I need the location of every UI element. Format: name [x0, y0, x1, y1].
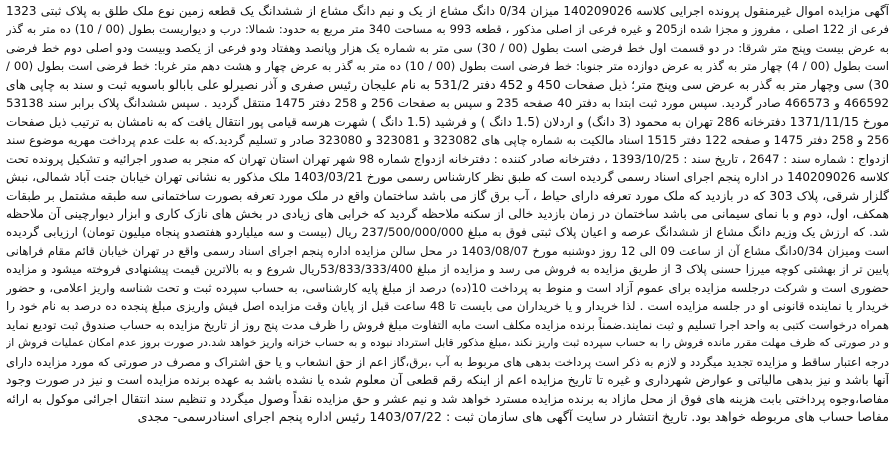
notice-line-16: حضوری است و شرکت درجلسه مزایده برای عموم آزاد است و منوط به پرداخت 10(ده) درصد از مبلغ پایه کارشناسی، به حساب سپرده ثبت و تحت شناسه واریز اعلامی، و حضور: [6, 280, 889, 295]
notice-line-2: فرعی از 122 اصلی ، مفروز و مجزا شده از205 و غیره فرعی از اصلی مذکور ، قطعه 993 به مساحت 340 متر مربع به حدود: شمالا: درب و دیواریست بطول (00 / 10) ده متر به گذر: [6, 22, 889, 37]
notice-line-6: 466592 و 466573 صادر گردید. سپس مورد ثبت ابتدا به دفتر 40 صفحه 235 و سپس به صفحات 256 و 258 دفتر 1475 منتقل گردید . سپس ششدانگ پلاک برابر سند 53138: [6, 96, 889, 111]
notice-line-8: 256 و 258 دفتر 1475 و صفحه 122 دفتر 1515 اسناد مالکیت به شماره چاپی های 323082 و 323081 و 323080 صادر و تسلیم گردید.که به علت عدم پرداخت مهریه موضوع سند: [6, 133, 889, 148]
notice-line-7: مورخ 1371/11/15 دفترخانه 286 تهران به محمود (3 دانگ) و اردلان (1.5 دانگ ) و فرشید (1.5 دانگ ) شهرت هرسه قیامی پور انتقال یافت که به نامشان به ترتیب ذیل صفحات: [6, 114, 889, 129]
notice-line-22: مفاصا،وجوه پرداختی بابت هزینه های فوق از محل مازاد به برنده مزایده مسترد خواهد شد و نیم عشر و حق مزایده نقداً وصول میگردد و تنظیم سند انتقال اجرائی موکول به ارائه: [6, 391, 889, 406]
notice-line-23: مفاصا حساب های مربوطه خواهد بود. تاریخ انتشار در سایت آگهی های سازمان ثبت : 1403/07/22 رئیس اداره پنجم اجرای اسنادرسمی- مجدی: [137, 408, 889, 424]
notice-line-15: پایین تر از بهشتی کوچه میرزا حسنی پلاک 3 از طریق مزایده به فروش می رسد و مزایده از مبلغ 53/833/333/400ریال شروع و به بالاترین قیمت پیشنهادی فروخته میشود و مزایده: [6, 262, 889, 277]
notice-line-4: است بطول (00 / 4) چهار متر به گذر به عرض دوازده متر جنوبا: خط فرضی است بطول (00 / 10) ده متر به گذر به عرض چهار و هشت دهم متر غربا: خط فرضی است بطول (00 /: [6, 59, 889, 74]
notice-line-17: خریدار یا نماینده قانونی او در جلسه مزایده است . لذا خریدار و یا خریداران می بایست تا 48 ساعت قبل از پایان وقت مزایده اصل فیش واریزی مبلغ پنجده ده درصد به نام خود را: [6, 299, 889, 314]
notice-line-11: گلزار شرقی، پلاک 303 که در بازدید که ملک مورد تعرفه دارای حیاط ، آب برق گاز می باشد ساختمان واقع در ملک مورد تعرفه بصورت ساختمانی سه طبقه مشتمل بر طبقات: [6, 188, 889, 203]
notice-line-13: شد. که ارزش یک وزیم دانگ مشاع از ششدانگ عرصه و اعیان پلاک ثبتی فوق به مبلغ 237/500/000/000 ریال (بیست و سه میلیاردو هفتصدو پنجاه میلیون تومان) ارزیابی گردیده: [6, 225, 889, 240]
notice-line-20: درجه اعتبار ساقط و مزایده تجدید میگردد و لازم به ذکر است پرداخت بدهی های مربوط به آب ،برق،گاز اعم از حق انشعاب و یا حق اشتراک و مصرف در صورتی که مورد مزایده دارای: [6, 354, 889, 369]
notice-line-19: و در صورتی که ظرف مهلت مقرر مانده فروش را به حساب سپرده ثبت واریز نکند ،مبلغ مذکور قابل استرداد نبوده و به حساب خزانه واریز خواهد شد.در صورت بروز عدم امکان عملیات فروش از: [6, 336, 889, 350]
notice-line-10: کلاسه 140209026 در اداره پنجم اجرای اسناد رسمی گردیده است که طبق نظر کارشناس رسمی مورخ 1403/03/21 ملک مذکور به نشانی تهران خیابان جنت آباد شمالی، نبش: [6, 170, 889, 185]
notice-line-14: است ومیزان 0/34دانگ مشاع آن از ساعت 09 الی 12 روز دوشنبه مورخ 1403/08/07 در محل سالن مزایده اداره پنجم اجرای اسناد رسمی واقع در تهران خیابان قائم مقام فراهانی: [6, 243, 889, 258]
notice-line-21: آنها باشد و نیز بدهی مالیاتی و عوارض شهرداری و غیره تا تاریخ مزایده اعم از اینکه رقم قطعی آن معلوم شده یا نشده باشد به عهده برنده مزایده است و نیز در صورت وجود: [6, 373, 889, 388]
notice-line-1: آگهی مزایده اموال غیرمنقول پرونده اجرایی کلاسه 140209026 میزان 0/34 دانگ مشاع از یک و نیم دانگ مشاع از ششدانگ یک قطعه زمین نوع ملک طلق به پلاک ثبتی 1323: [6, 4, 889, 18]
notice-line-9: ازدواج : شماره سند : 2647 ، تاریخ سند : 1393/10/25 ، دفترخانه صادر کننده : دفترخانه ازدواج شماره 98 شهر تهران استان تهران که منجر به صدور اجرائیه و تشکیل پرونده تحت: [6, 151, 889, 166]
notice-line-12: همکف، اول، دوم و با نمای سیمانی می باشد ساختمان در زمان بازدید خالی از سکنه ملاحظه گردید که خرابی های زیادی در بخش های نازک کاری و ابزار دیوارچینی آن ملاحظه: [6, 206, 889, 221]
notice-line-3: به عرض بیست وپنج متر شرقا: در دو قسمت اول خط فرضی است بطول (00 / 30) سی متر به شماره یک هزار وپانصد وهفتاد ودو فرعی از یکصد وبیست ودو اصلی دوم خط فرضی: [6, 40, 889, 55]
notice-line-18: همراه درخواست کتبی به واحد اجرا تسلیم و ثبت نمایند.ضمناً برنده مزایده مکلف است مابه التفاوت مبلغ فروش را ظرف مدت پنج روز از تاریخ مزایده به حساب صندوق ثبت تودیع نماید: [6, 317, 889, 332]
notice-line-5: 30) سی وچهار متر به گذر به عرض سی وپنج متر؛ ذیل صفحات 450 و 452 دفتر 531/2 به نام علیجان رئیس صفری و آذر نصیرلو علی بابالو باسویه ثبت و سند به چاپی های: [6, 76, 889, 92]
